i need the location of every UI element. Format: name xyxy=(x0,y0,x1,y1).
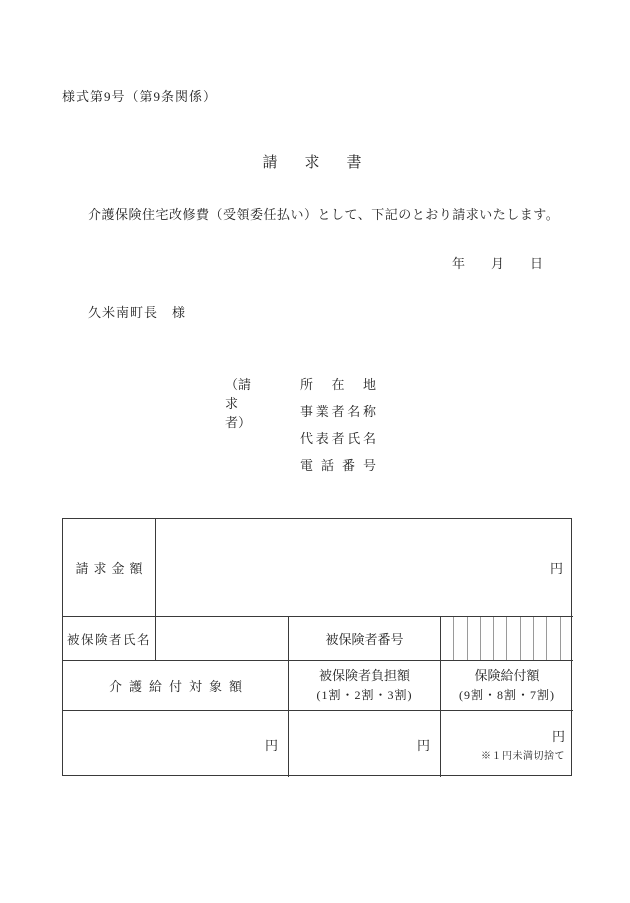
claim-amount-unit: 円 xyxy=(549,561,563,576)
insured-name-label-cell xyxy=(63,617,156,661)
insured-number-digit-cell xyxy=(521,617,534,660)
benefit-sub-label: (9割・8割・7割) xyxy=(459,688,555,703)
representative-name-label: 代表者氏名 xyxy=(300,431,376,446)
copay-label: 被保険者負担額 xyxy=(318,667,410,683)
business-name-label: 事業者名称 xyxy=(300,404,376,419)
requester-phone-row xyxy=(300,455,376,482)
copay-sub-label: (1割・2割・3割) xyxy=(316,688,413,703)
claim-amount-value-cell xyxy=(156,519,573,617)
insured-number-digit-cell xyxy=(534,617,547,660)
requester-fields xyxy=(300,374,376,482)
form-number: 様式第9号（第9条関係） xyxy=(62,89,218,104)
benefit-unit: 円 xyxy=(551,729,565,744)
phone-number-label: 電話番号 xyxy=(300,458,376,473)
requester-representative-row xyxy=(300,428,376,455)
insured-number-digit-cell xyxy=(441,617,454,660)
benefit-target-label-cell xyxy=(63,661,289,711)
insured-number-digit-boxes xyxy=(441,617,573,660)
benefit-value-cell xyxy=(441,711,573,777)
copay-value-cell xyxy=(289,711,441,777)
insured-number-digit-cell xyxy=(468,617,481,660)
benefit-target-unit: 円 xyxy=(264,737,278,753)
insured-number-digit-cell xyxy=(507,617,520,660)
addressee: 久米南町長 様 xyxy=(88,305,187,320)
benefit-label: 保険給付額 xyxy=(474,667,540,683)
insured-number-digit-cell xyxy=(547,617,560,660)
copay-header-cell xyxy=(289,661,441,711)
document-title: 請 求 書 xyxy=(262,155,368,171)
claim-amount-label: 請求金額 xyxy=(75,561,148,576)
address-label: 所在地 xyxy=(300,377,376,392)
claim-table xyxy=(62,518,572,776)
insured-number-label-cell xyxy=(289,617,441,661)
copay-unit: 円 xyxy=(416,737,430,753)
requester-address-row xyxy=(300,374,376,401)
insured-number-digit-cell xyxy=(494,617,507,660)
claim-amount-label-cell xyxy=(63,519,156,617)
insured-number-label: 被保険者番号 xyxy=(325,632,404,647)
insured-name-label: 被保険者氏名 xyxy=(66,632,151,647)
insured-number-digit-cell xyxy=(454,617,467,660)
insured-number-digit-cell xyxy=(561,617,573,660)
requester-label: （請求者） xyxy=(225,377,252,430)
benefit-target-label: 介護給付対象額 xyxy=(108,679,249,694)
insured-number-digits-cell xyxy=(441,617,573,661)
request-statement: 介護保険住宅改修費（受領委任払い）として、下記のとおり請求いたします。 xyxy=(88,207,560,222)
requester-business-name-row xyxy=(300,401,376,428)
benefit-target-value-cell xyxy=(63,711,289,777)
rounding-note: ※１円未満切捨て xyxy=(481,751,565,762)
insured-number-digit-cell xyxy=(481,617,494,660)
date-line: 年 月 日 xyxy=(452,256,544,271)
benefit-header-cell xyxy=(441,661,573,711)
insured-name-value-cell xyxy=(156,617,289,661)
